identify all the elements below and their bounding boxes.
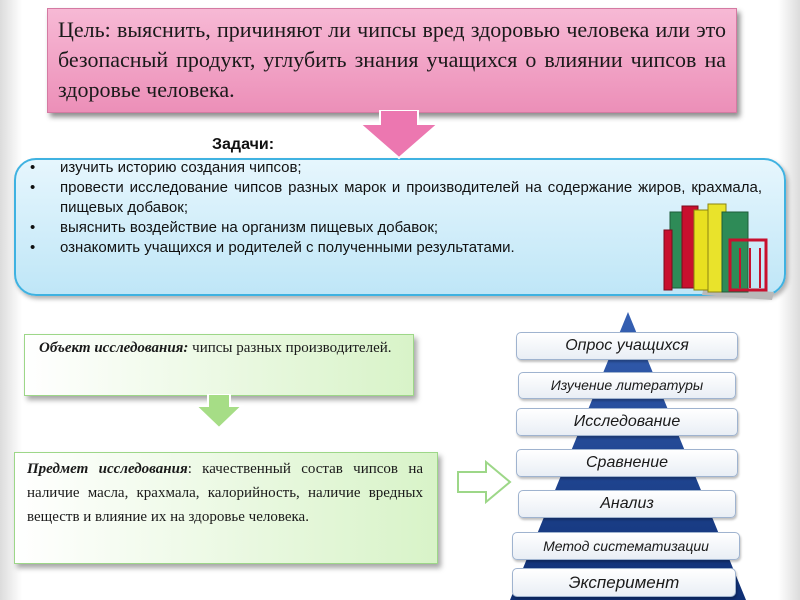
research-subject-label: Предмет исследования <box>27 461 188 477</box>
pyramid-step: Исследование <box>516 408 738 436</box>
research-object-text: чипсы разных производителей. <box>188 340 392 356</box>
pyramid-step: Анализ <box>518 490 736 518</box>
right-arrow-icon <box>456 460 512 504</box>
task-item: • выяснить воздействие на организм пищевых добавок; <box>30 218 762 238</box>
tasks-list <box>30 158 762 258</box>
research-subject-text: : качественный состав чипсов на наличие масла, крахмала, калорийность, наличие вредных веществ и влияние их на здоровье человека. <box>27 461 424 525</box>
research-object-box <box>24 334 414 396</box>
research-subject-box <box>14 452 438 564</box>
task-item: • провести исследование чипсов разных марок и производителей на содержание жиров, крахмала, пищевых добавок; <box>30 178 762 218</box>
task-item: • изучить историю создания чипсов; <box>30 158 762 178</box>
methods-pyramid <box>510 312 746 600</box>
task-item: • ознакомить учащихся и родителей с полученными результатами. <box>30 238 762 258</box>
right-edge-shadow <box>778 0 800 600</box>
tasks-title: Задачи: <box>212 136 275 153</box>
down-arrow-icon <box>358 110 440 160</box>
pyramid-step: Эксперимент <box>512 568 736 597</box>
goal-box: Цель: выяснить, причиняют ли чипсы вред здоровью человека или это безопасный продукт, углубить знания учащихся о влиянии чипсов на здоровье человека. <box>47 8 737 113</box>
pyramid-step: Метод систематизации <box>512 532 740 560</box>
research-object-label: Объект исследования: <box>39 340 189 356</box>
books-icon <box>660 200 778 302</box>
pyramid-step: Изучение литературы <box>518 372 736 399</box>
down-arrow-icon <box>194 394 244 430</box>
pyramid-step: Опрос учащихся <box>516 332 738 360</box>
pyramid-step: Сравнение <box>516 449 738 477</box>
